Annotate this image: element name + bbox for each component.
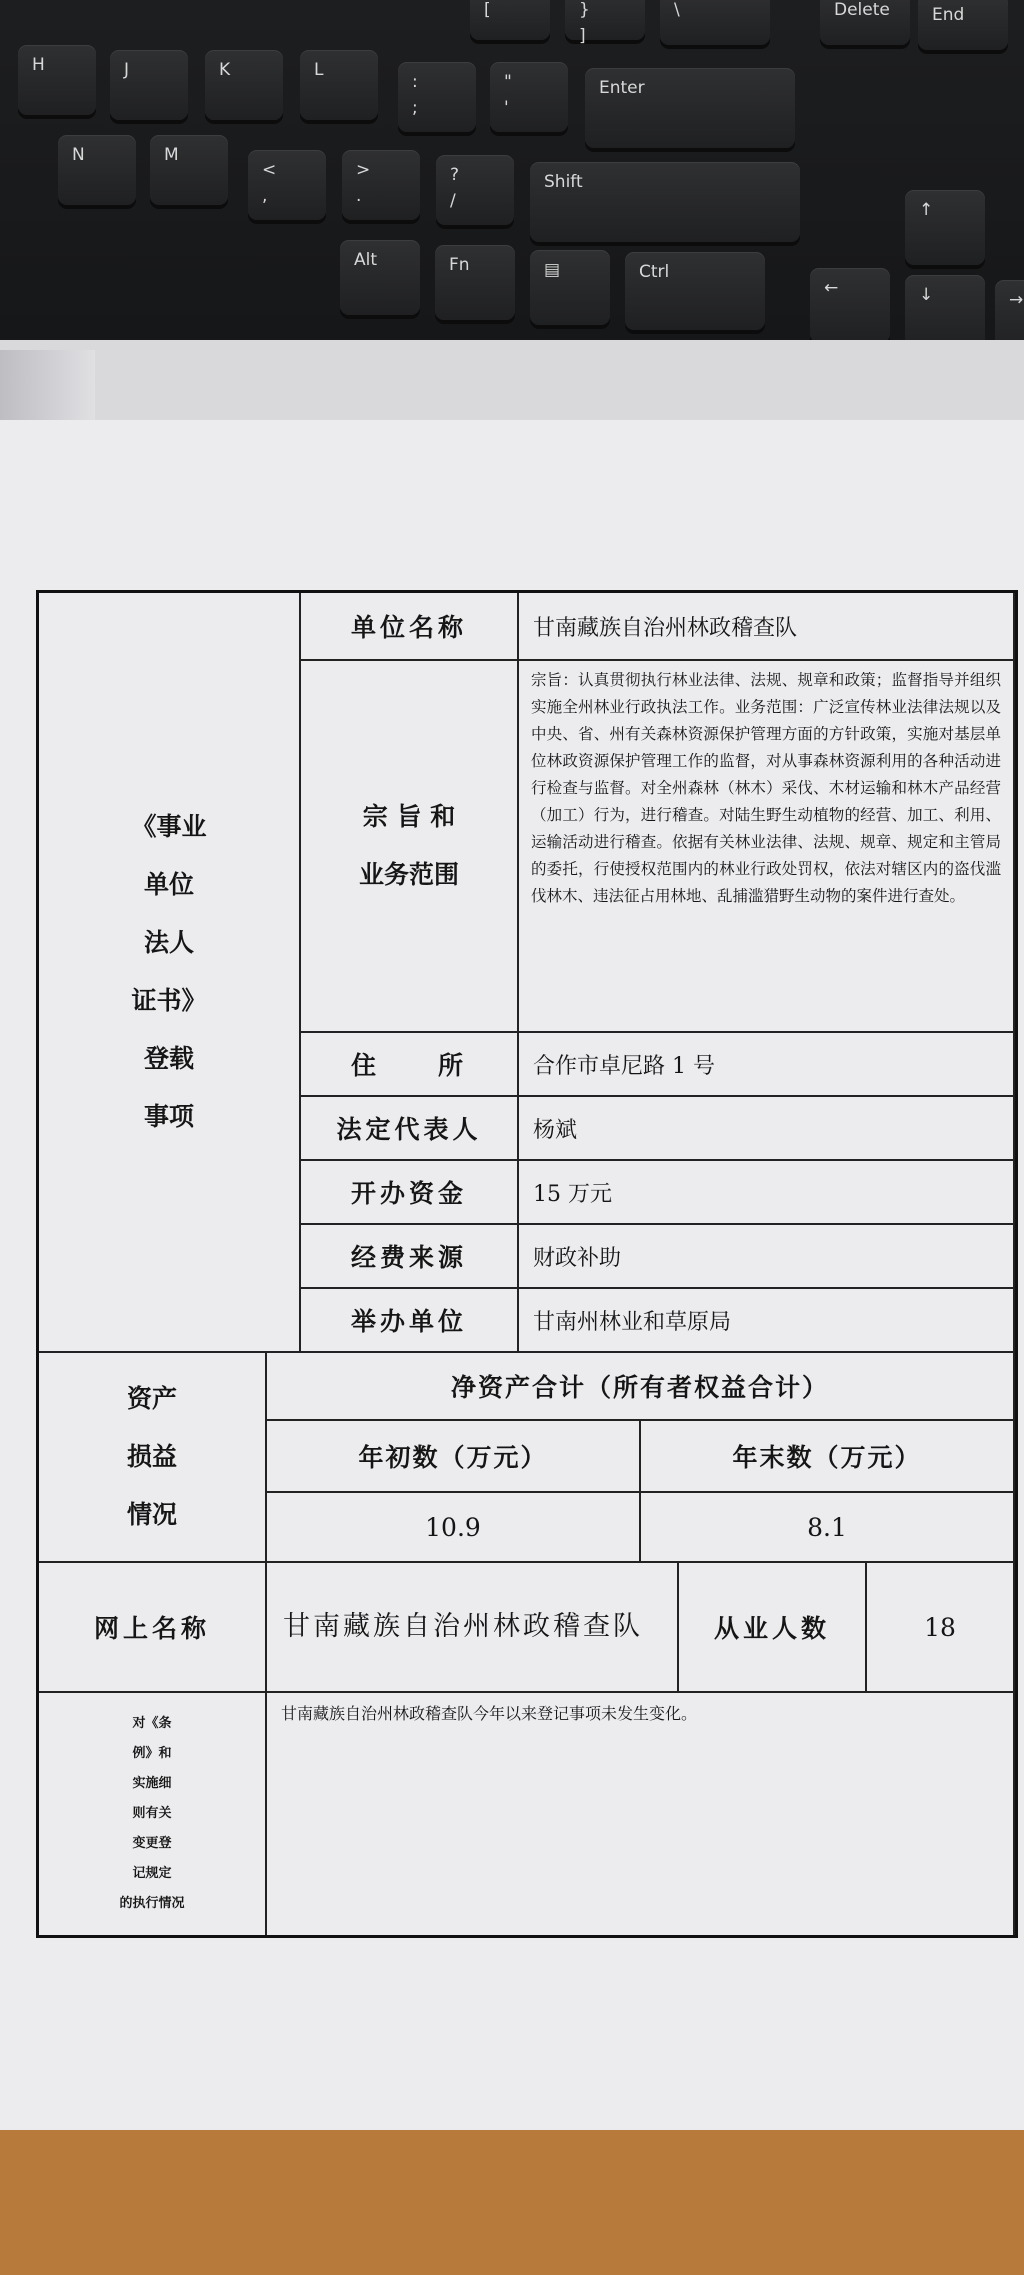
key-period (342, 150, 420, 220)
key-label: ↑ (919, 200, 934, 220)
key-label: → (1009, 290, 1024, 310)
key-sublabel: ; (412, 98, 418, 118)
funding-source-label: 经费来源 (301, 1225, 519, 1289)
key-label: \ (674, 0, 680, 20)
address-label: 住 所 (301, 1033, 519, 1097)
online-name-value: 甘南藏族自治州林政稽查队 (267, 1563, 679, 1693)
unit-name-label: 单位名称 (301, 593, 519, 661)
end-year-value: 8.1 (641, 1493, 1015, 1563)
key-label: " (504, 72, 512, 92)
sponsor-value: 甘南州林业和草原局 (519, 1289, 1015, 1353)
key-bracket-right (565, 0, 645, 46)
key-label: [ (484, 0, 491, 20)
net-assets-header: 净资产合计（所有者权益合计） (267, 1353, 1015, 1421)
online-name-label: 网上名称 (39, 1563, 267, 1693)
key-k (205, 50, 283, 120)
label-line: 变更登 (132, 1836, 172, 1851)
key-label: K (219, 60, 231, 80)
legal-rep-label: 法定代表人 (301, 1097, 519, 1161)
key-shift (530, 162, 800, 242)
legal-rep-value: 杨斌 (519, 1097, 1015, 1161)
key-ctrl (625, 252, 765, 330)
start-year-header: 年初数（万元） (267, 1421, 641, 1493)
key-sublabel: ] (579, 26, 586, 46)
key-delete (820, 0, 910, 45)
implementation-label (39, 1693, 267, 1935)
label-line: 实施细 (132, 1776, 172, 1791)
staff-count-label: 从业人数 (679, 1563, 867, 1693)
key-label: M (164, 145, 179, 165)
key-label: Enter (599, 78, 645, 98)
capital-label: 开办资金 (301, 1161, 519, 1225)
key-label: Ctrl (639, 262, 670, 282)
key-m (150, 135, 228, 205)
label-line: 损益 (126, 1442, 177, 1471)
key-bracket-left (470, 0, 550, 40)
funding-source-value: 财政补助 (519, 1225, 1015, 1289)
end-year-header: 年末数（万元） (641, 1421, 1015, 1493)
key-label: ▤ (544, 260, 561, 280)
start-year-value: 10.9 (267, 1493, 641, 1563)
label-line: 例》和 (132, 1746, 172, 1761)
key-label: ↓ (919, 285, 934, 305)
label-line: 情况 (126, 1500, 177, 1529)
label-line: 法人 (143, 928, 194, 957)
key-quote (490, 62, 568, 132)
key-slash (436, 155, 514, 225)
purpose-value: 宗旨：认真贯彻执行林业法律、法规、规章和政策；监督指导并组织实施全州林业行政执法工作。业务范围：广泛宣传林业法律法规以及中央、省、州有关森林资源保护管理方面的方针政策，实施对基层单位林政资源保护管理工作的监督，对从事森林资源利用的各种活动进行检查与监督。对全州森林（林木）采伐、木材运输和林木产品经营（加工）行为，进行稽查。对陆生野生动植物的经营、加工、利用、运输活动进行稽查。依据有关林业法律、法规、规章、规定和主管局的委托，行使授权范围内的林业行政处罚权，依法对辖区内的盗伐滥伐林木、违法征占用林地、乱捕滥猎野生动物的案件进行查处。 (519, 661, 1015, 1033)
label-line: 的执行情况 (119, 1896, 185, 1911)
address-value: 合作市卓尼路 1 号 (519, 1033, 1015, 1097)
unit-name-value: 甘南藏族自治州林政稽查队 (519, 593, 1015, 661)
key-label: End (932, 5, 965, 25)
label-line: 对《条 (132, 1716, 172, 1731)
key-label: Alt (354, 250, 378, 270)
key-label: } (579, 0, 590, 20)
staff-count-value: 18 (867, 1563, 1015, 1693)
label-line: 《事业 (131, 812, 207, 841)
assets-section-label (39, 1353, 267, 1563)
label-line: 单位 (143, 870, 194, 899)
key-enter (585, 68, 795, 148)
key-label: < (262, 160, 277, 180)
key-up (905, 190, 985, 265)
purpose-label-line: 宗 旨 和 (362, 802, 456, 831)
key-label: Shift (544, 172, 583, 192)
label-line: 资产 (126, 1384, 177, 1413)
key-menu (530, 250, 610, 325)
key-label: > (356, 160, 371, 180)
implementation-value: 甘南藏族自治州林政稽查队今年以来登记事项未发生变化。 (267, 1693, 1015, 1935)
key-label: H (32, 55, 45, 75)
purpose-label-line: 业务范围 (358, 860, 459, 889)
key-sublabel: . (356, 186, 362, 206)
key-label: J (124, 60, 130, 80)
key-label: Delete (834, 0, 890, 20)
key-comma (248, 150, 326, 220)
label-line: 证书》 (131, 986, 207, 1015)
registration-section-label (39, 593, 301, 1353)
sponsor-label: 举办单位 (301, 1289, 519, 1353)
key-label: Fn (449, 255, 470, 275)
key-n (58, 135, 136, 205)
key-label: L (314, 60, 324, 80)
key-semicolon (398, 62, 476, 132)
label-line: 事项 (143, 1102, 194, 1131)
label-line: 记规定 (132, 1866, 172, 1881)
desk-surface (0, 2130, 1024, 2275)
key-label: ← (824, 278, 839, 298)
registration-table (36, 590, 1018, 1938)
label-line: 则有关 (132, 1806, 172, 1821)
key-fn (435, 245, 515, 320)
purpose-label (301, 661, 519, 1033)
key-backslash (660, 0, 770, 45)
key-end (918, 0, 1008, 50)
capital-value: 15 万元 (519, 1161, 1015, 1225)
key-label: : (412, 72, 418, 92)
key-sublabel: ' (504, 98, 509, 118)
key-sublabel: / (450, 191, 456, 211)
key-down (905, 275, 985, 350)
key-label: ? (450, 165, 460, 185)
key-l (300, 50, 378, 120)
label-line: 登载 (143, 1044, 194, 1073)
key-alt (340, 240, 420, 315)
key-sublabel: , (262, 186, 268, 206)
key-left (810, 268, 890, 343)
key-h (18, 45, 96, 115)
key-j (110, 50, 188, 120)
key-label: N (72, 145, 85, 165)
